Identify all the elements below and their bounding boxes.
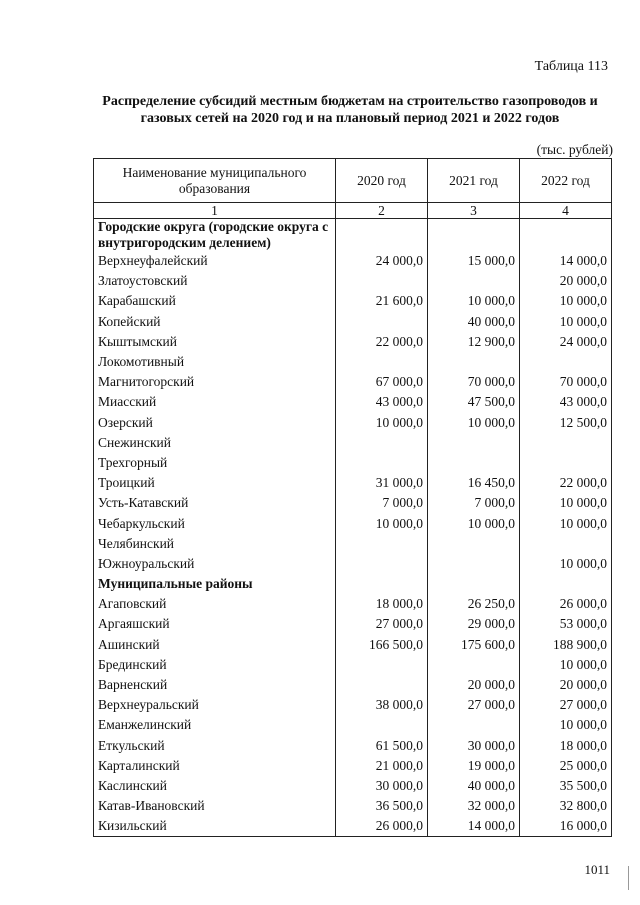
- scan-mark: [628, 866, 629, 890]
- title-line-1: Распределение субсидий местным бюджетам на строительство газопроводов и: [102, 94, 598, 109]
- value-2022-cell: 10 000,0: [520, 493, 612, 513]
- value-2022-cell: 10 000,0: [520, 312, 612, 332]
- value-2020-cell: [336, 534, 428, 554]
- value-2022-cell: 25 000,0: [520, 756, 612, 776]
- value-2022-cell: 22 000,0: [520, 473, 612, 493]
- table-row: [94, 695, 612, 715]
- header-2022: 2022 год: [520, 159, 612, 203]
- value-2021-cell: 19 000,0: [428, 756, 520, 776]
- table-row: [94, 614, 612, 634]
- value-2020-cell: 21 600,0: [336, 291, 428, 311]
- value-2022-cell: 10 000,0: [520, 715, 612, 735]
- value-2021-cell: [428, 534, 520, 554]
- municipality-cell: Трехгорный: [94, 453, 336, 473]
- municipality-cell: Муниципальные районы: [94, 574, 336, 594]
- value-2020-cell: 36 500,0: [336, 796, 428, 816]
- value-2022-cell: 20 000,0: [520, 675, 612, 695]
- value-2022-cell: [520, 352, 612, 372]
- header-row: [94, 159, 612, 203]
- value-2022-cell: 10 000,0: [520, 655, 612, 675]
- table-row: [94, 312, 612, 332]
- value-2022-cell: [520, 534, 612, 554]
- value-2020-cell: 26 000,0: [336, 816, 428, 837]
- column-number: 4: [520, 203, 612, 219]
- header-2020: 2020 год: [336, 159, 428, 203]
- table-row: [94, 413, 612, 433]
- municipality-cell: Усть-Катавский: [94, 493, 336, 513]
- value-2022-cell: 32 800,0: [520, 796, 612, 816]
- municipality-cell: Еткульский: [94, 736, 336, 756]
- value-2022-cell: 18 000,0: [520, 736, 612, 756]
- table-row: [94, 776, 612, 796]
- table-row: [94, 271, 612, 291]
- header-municipality: Наименование муниципального образования: [94, 159, 336, 203]
- value-2020-cell: 30 000,0: [336, 776, 428, 796]
- table-row: [94, 655, 612, 675]
- value-2022-cell: 20 000,0: [520, 271, 612, 291]
- value-2022-cell: 53 000,0: [520, 614, 612, 634]
- table-row: [94, 291, 612, 311]
- municipality-cell: Кыштымский: [94, 332, 336, 352]
- value-2020-cell: [336, 312, 428, 332]
- table-row: [94, 715, 612, 735]
- table-row: [94, 372, 612, 392]
- municipality-cell: Озерский: [94, 413, 336, 433]
- value-2022-cell: 10 000,0: [520, 291, 612, 311]
- value-2022-cell: [520, 453, 612, 473]
- value-2021-cell: 70 000,0: [428, 372, 520, 392]
- value-2021-cell: 40 000,0: [428, 312, 520, 332]
- section-row: [94, 219, 612, 252]
- value-2022-cell: 10 000,0: [520, 513, 612, 533]
- value-2021-cell: [428, 453, 520, 473]
- municipality-cell: Троицкий: [94, 473, 336, 493]
- value-2021-cell: 175 600,0: [428, 635, 520, 655]
- value-2020-cell: [336, 574, 428, 594]
- value-2022-cell: 35 500,0: [520, 776, 612, 796]
- subsidy-table: [93, 158, 612, 837]
- value-2021-cell: 16 450,0: [428, 473, 520, 493]
- municipality-cell: Кизильский: [94, 816, 336, 837]
- value-2021-cell: [428, 433, 520, 453]
- value-2020-cell: [336, 675, 428, 695]
- value-2022-cell: 27 000,0: [520, 695, 612, 715]
- column-number: 3: [428, 203, 520, 219]
- value-2021-cell: 27 000,0: [428, 695, 520, 715]
- value-2020-cell: 24 000,0: [336, 251, 428, 271]
- value-2020-cell: 61 500,0: [336, 736, 428, 756]
- value-2020-cell: 18 000,0: [336, 594, 428, 614]
- value-2021-cell: 47 500,0: [428, 392, 520, 412]
- value-2022-cell: [520, 433, 612, 453]
- municipality-cell: Магнитогорский: [94, 372, 336, 392]
- municipality-cell: Катав-Ивановский: [94, 796, 336, 816]
- value-2021-cell: 15 000,0: [428, 251, 520, 271]
- municipality-cell: Златоустовский: [94, 271, 336, 291]
- value-2021-cell: 40 000,0: [428, 776, 520, 796]
- value-2020-cell: 31 000,0: [336, 473, 428, 493]
- value-2021-cell: 32 000,0: [428, 796, 520, 816]
- value-2022-cell: 14 000,0: [520, 251, 612, 271]
- municipality-cell: Миасский: [94, 392, 336, 412]
- municipality-cell: Верхнеуфалейский: [94, 251, 336, 271]
- table-row: [94, 352, 612, 372]
- header-2021: 2021 год: [428, 159, 520, 203]
- value-2021-cell: 14 000,0: [428, 816, 520, 837]
- municipality-cell: Верхнеуральский: [94, 695, 336, 715]
- municipality-cell: Чебаркульский: [94, 513, 336, 533]
- municipality-cell: Локомотивный: [94, 352, 336, 372]
- municipality-cell: Брединский: [94, 655, 336, 675]
- value-2020-cell: 22 000,0: [336, 332, 428, 352]
- value-2021-cell: 29 000,0: [428, 614, 520, 634]
- column-number: 1: [94, 203, 336, 219]
- value-2021-cell: 10 000,0: [428, 413, 520, 433]
- municipality-cell: Снежинский: [94, 433, 336, 453]
- value-2020-cell: 10 000,0: [336, 513, 428, 533]
- value-2021-cell: [428, 554, 520, 574]
- value-2021-cell: 7 000,0: [428, 493, 520, 513]
- municipality-cell: Каслинский: [94, 776, 336, 796]
- table-row: [94, 796, 612, 816]
- table-row: [94, 473, 612, 493]
- table-row: [94, 332, 612, 352]
- value-2021-cell: [428, 715, 520, 735]
- table-row: [94, 675, 612, 695]
- column-number: 2: [336, 203, 428, 219]
- value-2020-cell: [336, 433, 428, 453]
- value-2020-cell: 27 000,0: [336, 614, 428, 634]
- section-row: [94, 574, 612, 594]
- value-2022-cell: 24 000,0: [520, 332, 612, 352]
- value-2020-cell: 38 000,0: [336, 695, 428, 715]
- municipality-cell: Агаповский: [94, 594, 336, 614]
- table-row: [94, 251, 612, 271]
- value-2020-cell: [336, 554, 428, 574]
- value-2021-cell: 10 000,0: [428, 513, 520, 533]
- table-row: [94, 635, 612, 655]
- value-2020-cell: [336, 453, 428, 473]
- title-line-2: газовых сетей на 2020 год и на плановый период 2021 и 2022 годов: [140, 111, 560, 126]
- table-label: Таблица 113: [534, 59, 608, 74]
- table-row: [94, 534, 612, 554]
- document-title: [70, 93, 630, 127]
- municipality-cell: Карталинский: [94, 756, 336, 776]
- value-2021-cell: 20 000,0: [428, 675, 520, 695]
- value-2022-cell: 43 000,0: [520, 392, 612, 412]
- table-body: [94, 219, 612, 837]
- value-2021-cell: [428, 352, 520, 372]
- value-2020-cell: 166 500,0: [336, 635, 428, 655]
- value-2021-cell: 26 250,0: [428, 594, 520, 614]
- units-note: (тыс. рублей): [536, 142, 613, 157]
- value-2021-cell: [428, 655, 520, 675]
- municipality-cell: Южноуральский: [94, 554, 336, 574]
- value-2020-cell: [336, 352, 428, 372]
- page-number: 1011: [584, 862, 610, 877]
- value-2022-cell: 12 500,0: [520, 413, 612, 433]
- value-2021-cell: 12 900,0: [428, 332, 520, 352]
- municipality-cell: Копейский: [94, 312, 336, 332]
- value-2020-cell: 10 000,0: [336, 413, 428, 433]
- municipality-cell: Аргаяшский: [94, 614, 336, 634]
- value-2021-cell: [428, 271, 520, 291]
- municipality-cell: Еманжелинский: [94, 715, 336, 735]
- municipality-cell: Карабашский: [94, 291, 336, 311]
- value-2020-cell: [336, 655, 428, 675]
- value-2022-cell: [520, 219, 612, 252]
- table-row: [94, 453, 612, 473]
- value-2021-cell: 30 000,0: [428, 736, 520, 756]
- value-2020-cell: 7 000,0: [336, 493, 428, 513]
- municipality-cell: Городские округа (городские округа с внутригородским делением): [94, 219, 336, 252]
- table-row: [94, 756, 612, 776]
- municipality-cell: Варненский: [94, 675, 336, 695]
- value-2022-cell: 188 900,0: [520, 635, 612, 655]
- table-row: [94, 736, 612, 756]
- column-number-row: [94, 203, 612, 219]
- value-2021-cell: 10 000,0: [428, 291, 520, 311]
- value-2020-cell: 67 000,0: [336, 372, 428, 392]
- table-row: [94, 816, 612, 837]
- value-2020-cell: [336, 219, 428, 252]
- table-row: [94, 513, 612, 533]
- table-row: [94, 392, 612, 412]
- value-2021-cell: [428, 574, 520, 594]
- table-row: [94, 493, 612, 513]
- table-row: [94, 594, 612, 614]
- value-2021-cell: [428, 219, 520, 252]
- municipality-cell: Челябинский: [94, 534, 336, 554]
- table-row: [94, 433, 612, 453]
- value-2020-cell: [336, 715, 428, 735]
- value-2022-cell: 10 000,0: [520, 554, 612, 574]
- value-2022-cell: [520, 574, 612, 594]
- value-2020-cell: 21 000,0: [336, 756, 428, 776]
- value-2022-cell: 16 000,0: [520, 816, 612, 837]
- value-2022-cell: 70 000,0: [520, 372, 612, 392]
- municipality-cell: Ашинский: [94, 635, 336, 655]
- value-2020-cell: 43 000,0: [336, 392, 428, 412]
- value-2020-cell: [336, 271, 428, 291]
- value-2022-cell: 26 000,0: [520, 594, 612, 614]
- table-row: [94, 554, 612, 574]
